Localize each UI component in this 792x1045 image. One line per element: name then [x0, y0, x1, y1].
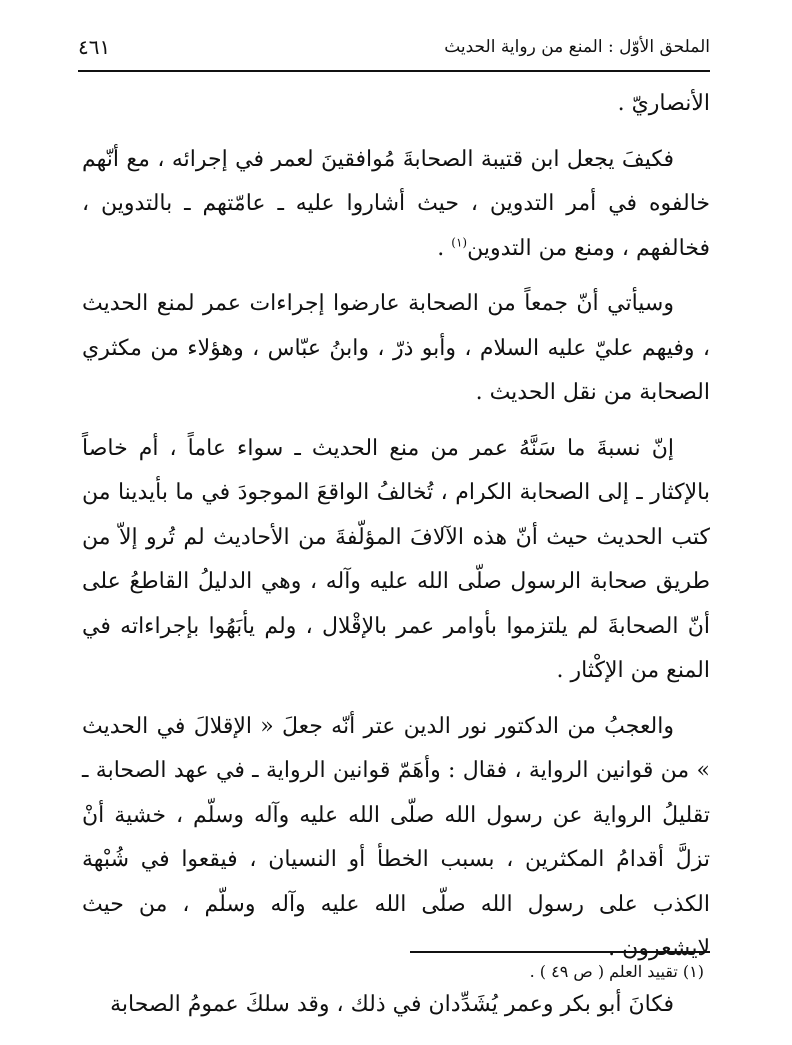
- paragraph-1: الأنصاريّ .: [617, 91, 710, 116]
- paragraph-2-end: .: [437, 235, 452, 261]
- body-text: [82, 82, 710, 1027]
- paragraph-5: والعجبُ من الدكتور نور الدين عتر أنّه جعلَ « الإقلالَ في الحديث » من قوانين الرواية ، فقال : وأهَمّ قوانين الرواية ـ في عهد الصحابة ـ تقليلُ الرواية عن رسول الله صلّى الله عليه وآله وسلّم ، خشية أنْ تزلَّ أقدامُ المكثرين ، بسبب الخطأ أو النسيان ، فيقعوا في شُبْهة الكذب على رسول الله صلّى الله عليه وآله وسلّم ، من حيث لايشعرون .: [82, 713, 710, 961]
- page-number: ٤٦١: [78, 35, 111, 59]
- running-header: [78, 30, 710, 64]
- footnote-marker: (١): [451, 235, 468, 250]
- paragraph-3: وسيأتي أنّ جمعاً من الصحابة عارضوا إجراءات عمر لمنع الحديث ، وفيهم عليّ عليه السلام ، وأبو ذرّ ، وابنُ عبّاس ، وهؤلاء من مكثري الصحابة من نقل الحديث .: [82, 291, 710, 405]
- paragraph-2: [82, 138, 710, 272]
- header-divider: [78, 70, 710, 72]
- footnote-divider: [410, 951, 710, 953]
- paragraph-4: إنّ نسبةَ ما سَنَّهُ عمر من منع الحديث ـ سواء عاماً ، أم خاصاً بالإكثار ـ إلى الصحابة الكرام ، تُخالفُ الواقعَ الموجودَ في ما بأيدينا من كتب الحديث حيث أنّ هذه الآلافَ المؤلّفةَ من الأحاديث لم تُرو إلاّ من طريق صحابة الرسول صلّى الله عليه وآله ، وهي الدليلُ القاطعُ على أنّ الصحابةَ لم يلتزموا بأوامر عمر بالإقْلال ، ولم يأبَهُوا بإجراءاته في المنع من الإكْثار .: [82, 435, 710, 683]
- paragraph-6: فكانَ أبو بكر وعمر يُشَدِّدان في ذلك ، وقد سلكَ عمومُ الصحابة: [110, 991, 674, 1017]
- header-title: الملحق الأوّل : المنع من رواية الحديث: [444, 37, 710, 57]
- paragraph-2-text: فكيفَ يجعل ابن قتيبة الصحابةَ مُوافقينَ لعمر في إجرائه ، مع أنّهم خالفوه في أمر التدوين ، حيث أشاروا عليه ـ عامّتهم ـ بالتدوين ، فخالفهم ، ومنع من التدوين: [82, 146, 710, 261]
- footnote: (١) تقييد العلم ( ص ٤٩ ) .: [529, 962, 704, 981]
